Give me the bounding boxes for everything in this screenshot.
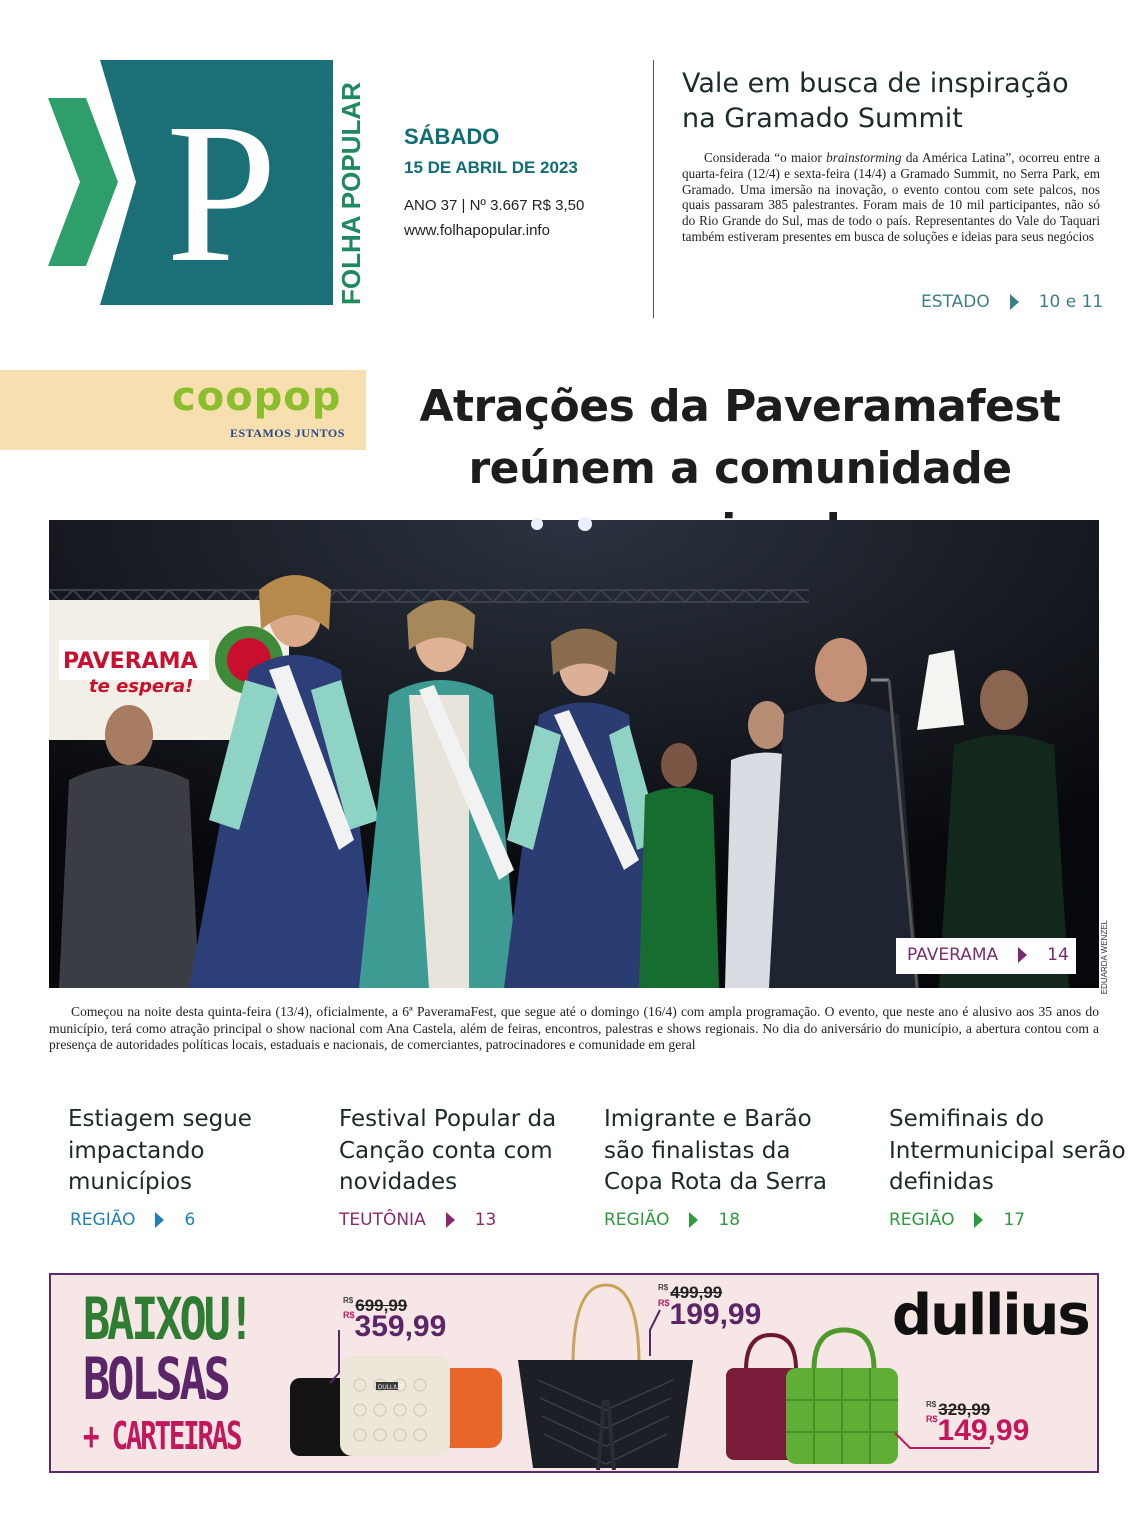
section-label: ESTADO bbox=[921, 292, 990, 312]
top-story-body: Considerada “o maior brainstorming da América Latina”, ocorreu entre a quarta-feira (12/4) e sexta-feira (14/4) a Gramado Summit, no Serra Park, em Gramado. Uma imersão na inovação, o evento contou com sete palcos, nos quais passaram 385 palestrantes. Foram mais de 10 mil participantes, não só do Rio Grande do Sul, mas de todo o país. Representantes do Vale do Taquari também estiveram presentes em busca de soluções e ideias para seus negócios bbox=[682, 150, 1100, 244]
emphasis-brainstorming: brainstorming bbox=[826, 150, 902, 165]
sponsor-tagline: ESTAMOS JUNTOS bbox=[230, 426, 345, 440]
teaser-headline[interactable]: Festival Popular da Canção conta com novidades bbox=[339, 1106, 557, 1195]
ad-slogan-carteiras: + CARTEIRAS bbox=[83, 1414, 241, 1458]
sponsor-logo: coopop bbox=[172, 374, 342, 420]
teaser-section-ref[interactable] bbox=[70, 1210, 195, 1230]
stage-screen-text: PAVERAMA bbox=[63, 649, 198, 674]
arrow-right-icon bbox=[446, 1212, 455, 1228]
handbags-image bbox=[726, 1330, 901, 1465]
column-divider bbox=[653, 60, 654, 318]
top-story-headline[interactable]: Vale em busca de inspiração na Gramado Summit bbox=[682, 68, 1069, 134]
offer-3-old-price: $^{R\$}$ 329,99 bbox=[926, 1400, 991, 1419]
wallet-label: DULLIUS bbox=[378, 1385, 404, 1391]
edition-day: SÁBADO bbox=[404, 124, 500, 149]
offer-1-new-price: $^{R\$}$359,99 bbox=[343, 1310, 447, 1343]
logo-letter: P bbox=[166, 83, 278, 304]
publication-name: FOLHA POPULAR bbox=[336, 82, 366, 305]
folha-popular-logo bbox=[48, 60, 366, 305]
page-number: 17 bbox=[1003, 1210, 1026, 1230]
page-number: 18 bbox=[718, 1210, 741, 1230]
teaser-section-ref[interactable] bbox=[339, 1210, 496, 1230]
offer-1-old-price: $^{R\$}$ 699,99 bbox=[343, 1296, 408, 1315]
edition-date: 15 DE ABRIL DE 2023 bbox=[404, 158, 578, 177]
section-label: TEUTÔNIA bbox=[339, 1210, 426, 1230]
teaser-headline[interactable]: Imigrante e Barão são finalistas da Copa Rota da Serra bbox=[604, 1106, 827, 1195]
photo-credit: EDUARDA WENZEL bbox=[1100, 920, 1109, 995]
section-label: REGIÃO bbox=[604, 1210, 670, 1230]
main-headline[interactable]: Atrações da Paveramafest reúnem a comunidade bbox=[419, 381, 1061, 494]
ad-slogan-bolsas: BOLSAS bbox=[83, 1345, 228, 1413]
section-label: REGIÃO bbox=[70, 1210, 136, 1230]
teaser-headline[interactable]: Estiagem segue impactando municípios bbox=[68, 1106, 252, 1195]
page-number: 13 bbox=[474, 1210, 497, 1230]
stage-screen-text-2: te espera! bbox=[89, 676, 194, 697]
page-number: 6 bbox=[184, 1210, 196, 1230]
offer-2-new-price: $^{R\$}$199,99 bbox=[658, 1298, 762, 1331]
top-story-section-ref[interactable] bbox=[921, 292, 1103, 312]
page-number: 14 bbox=[1047, 945, 1069, 965]
offer-3-new-price: $^{R\$}$149,99 bbox=[926, 1414, 1030, 1447]
arrow-right-icon bbox=[1018, 947, 1027, 963]
page-number: 10 e 11 bbox=[1038, 292, 1104, 312]
arrow-right-icon bbox=[974, 1212, 983, 1228]
photo-caption: Começou na noite desta quinta-feira (13/4), oficialmente, a 6ª PaveramaFest, que segue até o domingo (16/4) com ampla programação. O evento, que neste ano é alusivo aos 35 anos do município, terá como atração principal o show nacional com Ana Castela, além de feiras, encontros, palestras e shows regionais. No dia do aniversário do município, a abertura contou com a presença de autoridades políticas locais, estaduais e nacionais, de comerciantes, patrocinadores e comunidade em geral bbox=[49, 1004, 1099, 1053]
arrow-right-icon bbox=[1010, 294, 1019, 310]
section-label: PAVERAMA bbox=[907, 945, 999, 965]
teaser-section-ref[interactable] bbox=[604, 1210, 740, 1230]
section-label: REGIÃO bbox=[889, 1210, 955, 1230]
offer-2-old-price: $^{R\$}$ 499,99 bbox=[658, 1283, 723, 1302]
arrow-right-icon bbox=[155, 1212, 164, 1228]
main-photo[interactable] bbox=[49, 520, 1099, 988]
dullius-logo: dullius bbox=[892, 1283, 1089, 1348]
teaser-headline[interactable]: Semifinais do Intermunicipal serão definidas bbox=[889, 1106, 1126, 1195]
ad-slogan-baixou: BAIXOU! bbox=[83, 1285, 252, 1353]
teaser-section-ref[interactable] bbox=[889, 1210, 1025, 1230]
wallets-image bbox=[290, 1340, 505, 1465]
edition-number-price: ANO 37 | Nº 3.667 R$ 3,50 bbox=[404, 197, 585, 214]
arrow-right-icon bbox=[689, 1212, 698, 1228]
website-link[interactable]: www.folhapopular.info bbox=[404, 222, 550, 239]
main-story-section-ref[interactable] bbox=[907, 945, 1069, 965]
